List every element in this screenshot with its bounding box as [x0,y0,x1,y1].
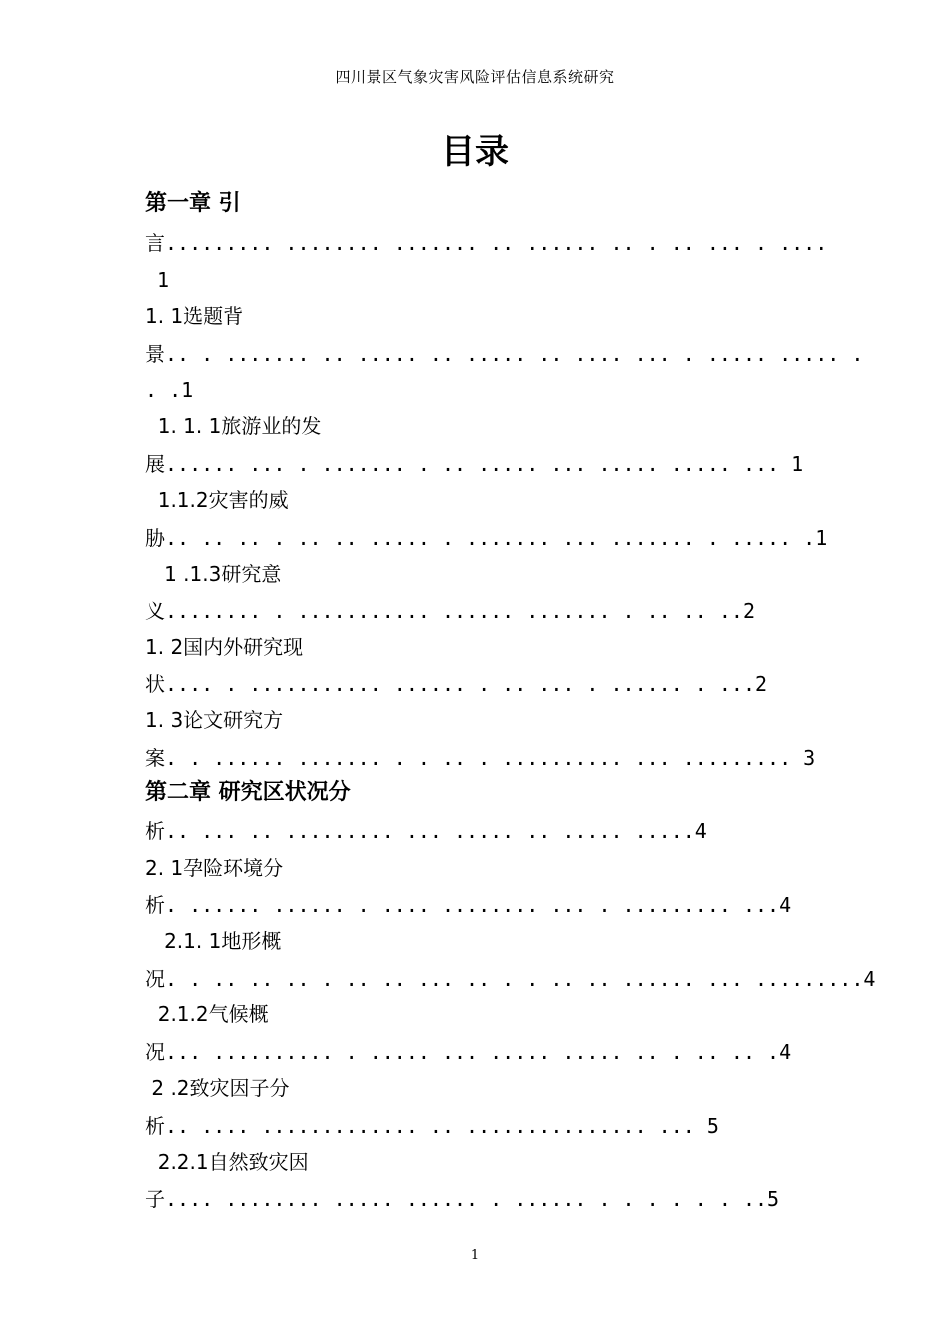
toc-line[interactable]: 第一章 引 [145,191,241,216]
toc-line[interactable]: 1 [145,268,170,292]
toc-line[interactable]: 析. ...... ...... . .... ........ ... . ......... ...4 [145,893,792,917]
toc-line[interactable]: 1. 2国内外研究现 [145,635,304,659]
toc-line[interactable]: 展...... ... . ....... . .. ..... ... ..... ..... ... 1 [145,452,804,476]
toc-line[interactable]: 胁.. .. .. . .. .. ..... . ....... ... ....... . ..... .1 [145,526,828,550]
toc-line[interactable]: 2.2.1自然致灾因 [145,1150,309,1174]
toc-line[interactable]: 1. 3论文研究方 [145,708,284,732]
toc-line[interactable]: 1 .1.3研究意 [145,562,282,586]
toc-line[interactable]: 析.. ... .. ......... ... ..... .. ..... .....4 [145,819,707,843]
toc-line[interactable]: 1. 1选题背 [145,304,244,328]
toc-line[interactable]: 2.1.2气候概 [145,1002,269,1026]
toc-line[interactable]: 1.1.2灾害的威 [145,488,289,512]
toc-line[interactable]: . .1 [145,378,194,402]
toc-line[interactable]: 第二章 研究区状况分 [145,780,351,805]
toc-line[interactable]: 析.. .... ............. .. ............... ... 5 [145,1114,719,1138]
toc-line[interactable]: 案. . ...... ....... . . .. . .......... ... ......... 3 [145,746,816,770]
toc-line[interactable]: 2 .2致灾因子分 [145,1076,290,1100]
toc-line[interactable]: 景.. . ....... .. ..... .. ..... .. .... ... . ..... ..... . [145,342,864,366]
running-header: 四川景区气象灾害风险评估信息系统研究 [335,68,615,86]
toc-line[interactable]: 言......... ........ ....... .. ...... .. . .. ... . .... [145,231,828,255]
toc-line[interactable]: 况. . .. .. .. . .. .. ... .. . . .. .. ...... ... .........4 [145,967,876,991]
toc-line[interactable]: 子.... ........ ..... ...... . ...... . . . . . . ..5 [145,1187,780,1211]
toc-line[interactable]: 义........ . ........... ...... ....... . .. .. ..2 [145,599,756,623]
toc-line[interactable]: 状.... . ........... ...... . .. ... . ...... . ...2 [145,672,768,696]
toc-line[interactable]: 1. 1. 1旅游业的发 [145,414,322,438]
toc-title: 目录 [441,132,509,172]
toc-line[interactable]: 2. 1孕险环境分 [145,856,284,880]
page-number: 1 [470,1248,480,1263]
toc-line[interactable]: 2.1. 1地形概 [145,929,282,953]
toc-line[interactable]: 况... .......... . ..... ... ..... ..... .. . .. .. .4 [145,1040,792,1064]
